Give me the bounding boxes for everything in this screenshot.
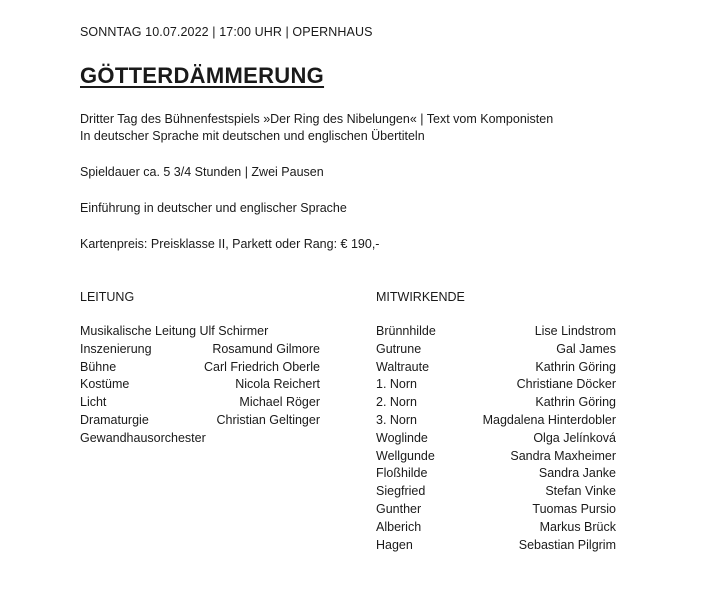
duration-line: Spieldauer ca. 5 3/4 Stunden | Zwei Pausen — [80, 165, 324, 179]
cast-role: Floßhilde — [376, 466, 428, 481]
credit-name: Nicola Reichert — [235, 377, 320, 392]
cast-role: Alberich — [376, 519, 422, 534]
cast-name: Gal James — [556, 341, 616, 356]
credit-name: Christian Geltinger — [216, 412, 320, 427]
mitwirkende-heading: MITWIRKENDE — [376, 290, 465, 304]
cast-role: 2. Norn — [376, 395, 417, 410]
cast-name: Kathrin Göring — [535, 359, 616, 374]
credit-role: Licht — [80, 395, 107, 410]
cast-row — [376, 537, 616, 555]
cast-name: Lise Lindstrom — [534, 324, 616, 338]
leitung-row — [80, 359, 320, 377]
cast-name: Sandra Maxheimer — [510, 448, 616, 463]
cast-row — [376, 376, 616, 394]
page-title: GÖTTERDÄMMERUNG — [80, 63, 325, 88]
cast-row — [376, 323, 616, 341]
cast-row — [376, 448, 616, 466]
cast-role: Hagen — [376, 537, 413, 552]
cast-role: Siegfried — [376, 484, 426, 499]
credit-name: Michael Röger — [239, 395, 320, 410]
introduction-line: Einführung in deutscher und englischer Sprache — [80, 201, 347, 215]
subtitle-line-1: Dritter Tag des Bühnenfestspiels »Der Ring des Nibelungen« | Text vom Komponisten — [80, 112, 554, 126]
credit-role: Bühne — [80, 359, 117, 374]
cast-name: Magdalena Hinterdobler — [482, 412, 616, 427]
credit-name: Carl Friedrich Oberle — [203, 359, 320, 374]
leitung-last-line: Gewandhausorchester — [80, 430, 206, 445]
cast-role: Brünnhilde — [376, 324, 436, 338]
price-line: Kartenpreis: Preisklasse II, Parkett oder Rang: € 190,- — [80, 237, 380, 251]
cast-role: 3. Norn — [376, 412, 417, 427]
cast-row — [376, 483, 616, 501]
cast-name: Stefan Vinke — [545, 484, 616, 499]
credit-role: Inszenierung — [80, 341, 152, 356]
leitung-row — [80, 412, 320, 430]
cast-role: Gutrune — [376, 341, 422, 356]
cast-name: Olga Jelínková — [533, 430, 616, 445]
cast-name: Sebastian Pilgrim — [518, 537, 616, 552]
leitung-heading: LEITUNG — [80, 290, 135, 304]
cast-row — [376, 519, 616, 537]
date-venue-line: SONNTAG 10.07.2022 | 17:00 UHR | OPERNHAUS — [80, 25, 373, 39]
cast-row — [376, 465, 616, 483]
cast-role: 1. Norn — [376, 377, 417, 392]
cast-row — [376, 394, 616, 412]
cast-role: Wellgunde — [376, 448, 435, 463]
cast-name: Tuomas Pursio — [532, 501, 616, 516]
cast-name: Sandra Janke — [538, 466, 616, 481]
cast-row — [376, 430, 616, 448]
cast-name: Markus Brück — [539, 519, 616, 534]
leitung-row — [80, 394, 320, 412]
credit-name: Rosamund Gilmore — [212, 341, 320, 356]
leitung-row — [80, 341, 320, 359]
cast-role: Waltraute — [376, 359, 430, 374]
leitung-list — [80, 323, 320, 448]
cast-name: Christiane Döcker — [516, 377, 616, 392]
mitwirkende-list — [376, 323, 616, 554]
cast-role: Gunther — [376, 501, 422, 516]
cast-row — [376, 341, 616, 359]
credit-role: Dramaturgie — [80, 412, 149, 427]
cast-row — [376, 501, 616, 519]
leitung-row — [80, 376, 320, 394]
credit-role: Kostüme — [80, 377, 130, 392]
subtitle-line-2: In deutscher Sprache mit deutschen und englischen Übertiteln — [80, 129, 425, 143]
cast-row — [376, 412, 616, 430]
cast-role: Woglinde — [376, 430, 428, 445]
leitung-first-line: Musikalische Leitung Ulf Schirmer — [80, 324, 269, 338]
cast-name: Kathrin Göring — [535, 395, 616, 410]
cast-row — [376, 359, 616, 377]
